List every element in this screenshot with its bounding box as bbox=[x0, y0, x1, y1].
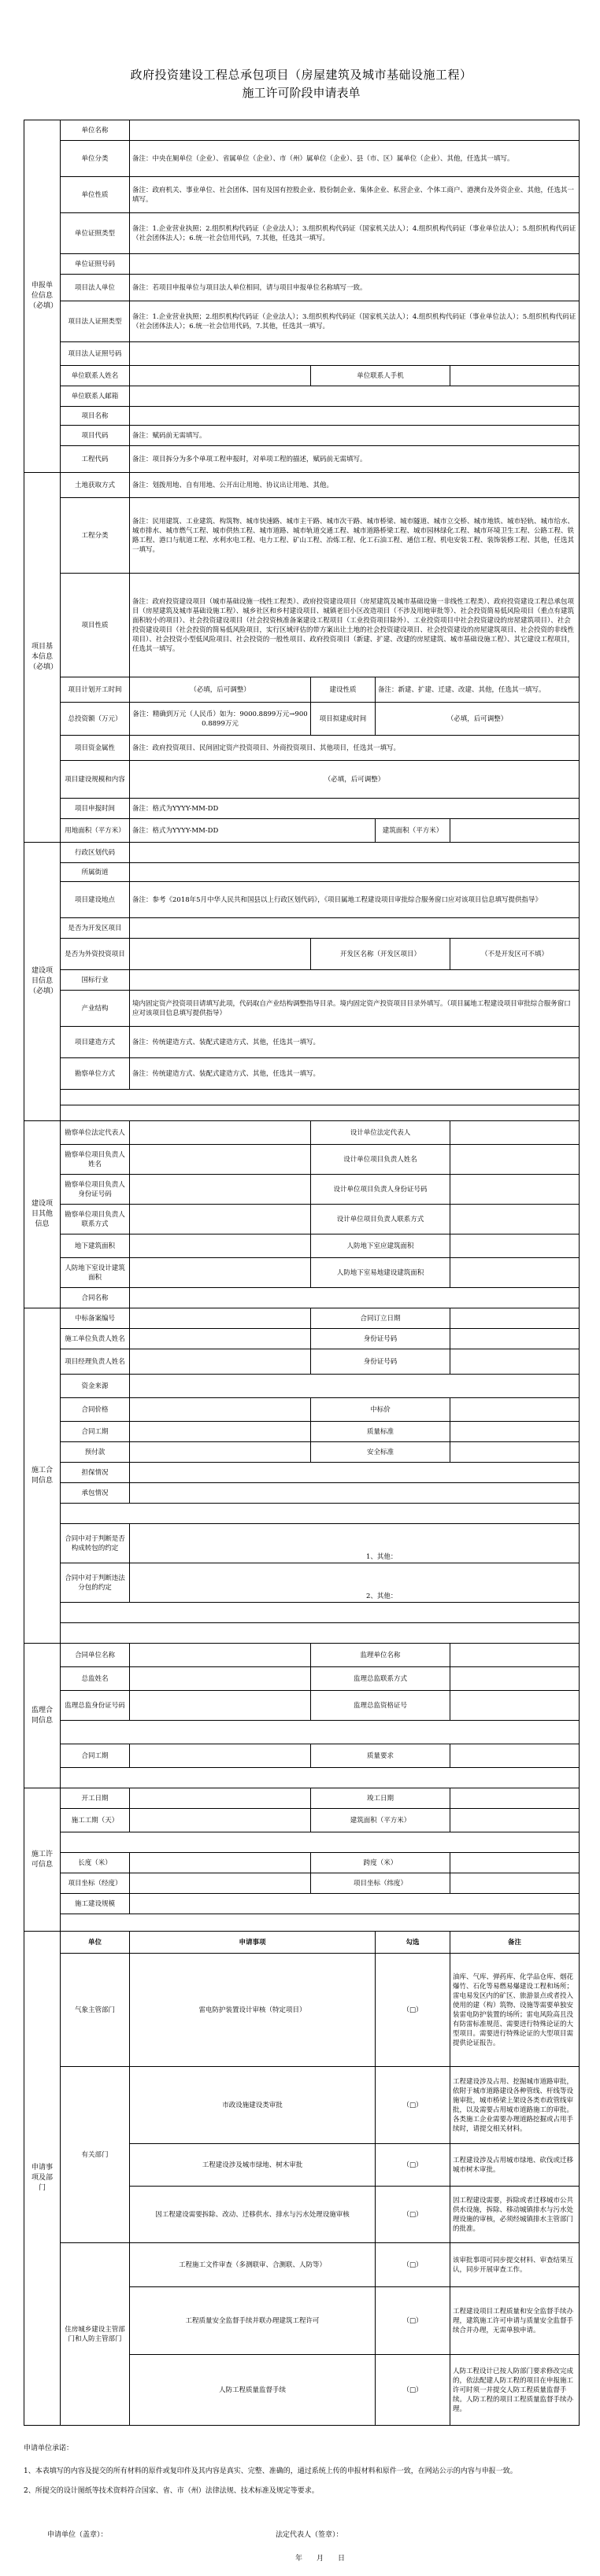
label-pm-name: 项目经理负责人姓名 bbox=[61, 1349, 130, 1375]
label-quality: 质量标准 bbox=[311, 1422, 450, 1442]
label-location: 项目建设地点 bbox=[61, 882, 130, 918]
label-division: 行政区划代码 bbox=[61, 843, 130, 863]
note-plan-area[interactable]: 备注：格式为YYYY-MM-DD bbox=[130, 819, 376, 843]
label-contract-period: 合同工期 bbox=[61, 1422, 130, 1442]
input-sup-unit[interactable] bbox=[130, 1644, 311, 1667]
label-sup-quality: 质量要求 bbox=[311, 1744, 450, 1768]
sup-spacer bbox=[61, 1721, 580, 1744]
label-fund-source-c: 资金来源 bbox=[61, 1375, 130, 1398]
item-check-2[interactable]: （□） bbox=[376, 2144, 450, 2187]
page-title: 政府投资建设工程总承包项目（房屋建筑及城市基础设施工程） bbox=[130, 68, 472, 82]
label-contract-name-a: 合同名称 bbox=[61, 1288, 130, 1308]
label-sup-chief: 总监姓名 bbox=[61, 1667, 130, 1691]
label-sup-period: 合同工期 bbox=[61, 1744, 130, 1768]
label-permit-length: 长度（米） bbox=[61, 1853, 130, 1873]
label-fund-source: 项目资金属性 bbox=[61, 736, 130, 761]
note-category[interactable]: 备注：民用建筑、工业建筑、构筑物、城市快速路、城市主干路、城市次干路、城市桥梁、城市隧道、城市立交桥、城市地铁、城市轻轨、城市给水、城市排水、城市燃气工程、城市供热工程、城市道路、城市轨道交通工程、城市道路桥梁工程、城市园林绿化工程、城市环境卫生工程、公路工程、铁路工程、港口与航道工程、水利水电工程、电力工程、矿山工程、冶炼工程、化工石油工程、通信工程、机电安装工程、装饰装修工程、其他，任选其一填写。 bbox=[130, 498, 580, 574]
input-sup-chief[interactable] bbox=[130, 1667, 311, 1691]
label-filing-no: 中标备案编号 bbox=[61, 1308, 130, 1329]
label-unit-nature: 单位性质 bbox=[61, 177, 130, 213]
sign-legal[interactable]: 法定代表人（签章）： bbox=[276, 2531, 343, 2539]
item-note-1: 工程建设涉及占用、挖掘城市道路审批，依附于城市道路建设各种管线、杆线等设施审批，城市桥梁上架设各类市政管线审批，以及需要占用城市道路施工的审批。各类施工企业需要办理道路挖掘或占用手续时，请提交相关材料。 bbox=[450, 2067, 580, 2144]
label-apply-time: 项目申报时间 bbox=[61, 799, 130, 819]
item-matter-2: 工程建设涉及城市绿地、树木审批 bbox=[130, 2144, 376, 2187]
input-permit-span[interactable] bbox=[450, 1853, 580, 1873]
group-applicant: 申报单位信息（必填） bbox=[24, 120, 61, 473]
label-survey-pm-id: 勘察单位项目负责人身份证号码 bbox=[61, 1175, 130, 1205]
contract-spacer-3 bbox=[61, 1623, 580, 1644]
label-design-pm-phone: 设计单位项目负责人联系方式 bbox=[311, 1205, 450, 1234]
item-note-6: 人防工程设计已按人防部门要求修改完成的，依法配建人防工程的项目在申报施工许可时须一并提交人防工程质量监督手续。人防工程的项目工程质量监督手续办理。 bbox=[450, 2355, 580, 2426]
label-industry: 国标行业 bbox=[61, 970, 130, 991]
input-division[interactable] bbox=[130, 843, 580, 863]
note-legal-unit[interactable]: 备注：若项目申报单位与项目法人单位相同，请与项目申报单位名称填写一致。 bbox=[130, 275, 580, 301]
label-category: 工程分类 bbox=[61, 498, 130, 574]
input-permit-floor-area[interactable] bbox=[450, 1809, 580, 1832]
group-project: 项目基本信息（必填） bbox=[24, 473, 61, 843]
note-construction-method[interactable]: 备注：传统建造方式、装配式建造方式、其他，任选其一填写。 bbox=[130, 1027, 580, 1058]
input-permit-lon[interactable] bbox=[130, 1873, 311, 1894]
label-design-rep: 设计单位法定代表人 bbox=[311, 1121, 450, 1145]
item-note-4: 该审批事项可同步提交材料、审查结果互认，同步开展审查工作。 bbox=[450, 2243, 580, 2287]
input-fund-source-c[interactable] bbox=[130, 1375, 580, 1398]
group-contract: 施工合同信息 bbox=[24, 1308, 61, 1644]
label-legal-unit: 项目法人单位 bbox=[61, 275, 130, 301]
note-fund-source[interactable]: 备注：政府投资项目、民间固定资产投资项目、外商投资项目、其他项目，任选其一填写。 bbox=[130, 736, 580, 761]
note-location[interactable]: 备注：参考《2018年5月中华人民共和国县以上行政区划代码》，《项目属地工程建设项目审批综合服务窗口应对该项目信息填写提供指导》 bbox=[130, 882, 580, 918]
input-pm-name[interactable] bbox=[130, 1349, 311, 1375]
label-pm-id: 身份证号码 bbox=[311, 1349, 450, 1375]
group-other: 建设项目其他信息 bbox=[24, 1121, 61, 1308]
label-sup-chief-phone: 监理总监联系方式 bbox=[311, 1667, 450, 1691]
input-permit-lat[interactable] bbox=[450, 1873, 580, 1894]
col-check: 勾选 bbox=[376, 1932, 450, 1954]
label-permit-end: 竣工日期 bbox=[311, 1788, 450, 1809]
page-subtitle: 施工许可阶段申请表单 bbox=[242, 86, 361, 100]
note-engineering-code[interactable]: 备注：项目拆分为多个单项工程申报时，对单项工程的描述，赋码前无需填写。 bbox=[130, 446, 580, 473]
label-dev-zone: 开发区名称（开发区项目） bbox=[311, 939, 450, 970]
label-unit-name: 单位名称 bbox=[61, 120, 130, 141]
input-contractor-rep[interactable] bbox=[130, 1329, 311, 1349]
label-guarantee: 担保情况 bbox=[61, 1463, 130, 1483]
label-contact-name: 单位联系人姓名 bbox=[61, 366, 130, 386]
label-plan-area: 用地面积（平方米） bbox=[61, 819, 130, 843]
input-permit-length[interactable] bbox=[130, 1853, 311, 1873]
label-build-nature: 建设性质 bbox=[311, 677, 376, 703]
note-cert-type[interactable]: 备注：1.企业营业执照；2.组织机构代码证（企业法人）；3.组织机构代码证（国家机关法人）；4.组织机构代码证（事业单位法人）；5.组织机构代码证（社会团体法人）；6.统一社会信用代码，7.其他，任选其一填写。 bbox=[130, 213, 580, 254]
input-dispute[interactable] bbox=[130, 1483, 580, 1504]
input-underground-area[interactable] bbox=[130, 1234, 311, 1258]
label-industry-type: 产业结构 bbox=[61, 991, 130, 1027]
input-survey-pm-id[interactable] bbox=[130, 1175, 311, 1205]
input-civil-remain[interactable] bbox=[450, 1258, 580, 1288]
label-contract-date: 合同订立日期 bbox=[311, 1308, 450, 1329]
item-check-5[interactable]: （□） bbox=[376, 2287, 450, 2355]
sup-spacer-2 bbox=[61, 1768, 580, 1788]
label-project-code: 项目代码 bbox=[61, 426, 130, 446]
label-winning: 中标价 bbox=[311, 1398, 450, 1422]
label-land-method: 土地获取方式 bbox=[61, 473, 130, 498]
spacer-row-2 bbox=[61, 1105, 580, 1121]
input-sup-qual[interactable] bbox=[450, 1691, 580, 1721]
application-form-table bbox=[24, 120, 580, 2426]
form-page bbox=[24, 0, 579, 2576]
input-contact-phone[interactable] bbox=[450, 366, 580, 386]
note-legal-cert-type[interactable]: 备注：1.企业营业执照；2.组织机构代码证（企业法人）；3.组织机构代码证（国家机关法人）；4.组织机构代码证（事业单位法人）；5.组织机构代码证（社会团体法人）；6.统一社会信用代码，7.其他，任选其一填写。 bbox=[130, 301, 580, 342]
label-building-area: 建筑面积（平方米） bbox=[376, 819, 450, 843]
label-investment: 总投资额（万元） bbox=[61, 703, 130, 736]
input-contact-name[interactable] bbox=[130, 366, 311, 386]
input-unit-name[interactable] bbox=[130, 120, 580, 141]
item-check-0[interactable]: （□） bbox=[376, 1954, 450, 2067]
group-permit: 施工许可信息 bbox=[24, 1788, 61, 1932]
item-note-0: 油库、气库、弹药库、化学品仓库、烟花爆竹、石化等易燃易爆建设工程和场所；雷电易发区内的矿区、旅游景点或者投入使用的建（构）筑物、设施等需要单独安装雷电防护装置的场所；雷电风险高且没有防雷标准规范、需要进行特殊论证的大型项目。需要进行特殊论证的大型项目需提供论证报告。 bbox=[450, 1954, 580, 2067]
contract-spacer-2 bbox=[61, 1603, 580, 1623]
note-industry-type[interactable]: 境内固定资产投资项目请填写此项，代码取自产业结构调整指导目录。境内固定资产投资项目目录外填写。（项目属地工程建设项目审批综合服务窗口应对该项目信息填写提供指导） bbox=[130, 991, 580, 1027]
label-survey-rep: 勘察单位法定代表人 bbox=[61, 1121, 130, 1145]
label-survey-pm: 勘察单位项目负责人姓名 bbox=[61, 1145, 130, 1175]
label-civil-remain: 人防地下室易地建设建筑面积 bbox=[311, 1258, 450, 1288]
input-sup-quality[interactable] bbox=[450, 1744, 580, 1768]
label-sup-qual: 监理总监资格证号 bbox=[311, 1691, 450, 1721]
label-permit-days: 施工工期（天） bbox=[61, 1809, 130, 1832]
label-permit-lat: 项目坐标（纬度） bbox=[311, 1873, 450, 1894]
label-street: 所属街道 bbox=[61, 863, 130, 882]
label-contact-phone: 单位联系人手机 bbox=[311, 366, 450, 386]
label-legal-cert-no: 项目法人证照号码 bbox=[61, 342, 130, 366]
input-winning[interactable] bbox=[450, 1398, 580, 1422]
note-unit-type[interactable]: 备注：中央在厕单位（企业）、省属单位（企业）、市（州）属单位（企业）、县（市、区）属单位（企业）、其他，任选其一填写。 bbox=[130, 141, 580, 177]
label-contractor-id: 身份证号码 bbox=[311, 1329, 450, 1349]
label-is-foreign: 是否为外资投资项目 bbox=[61, 939, 130, 970]
label-survey-pm-phone: 勘察单位项目负责人联系方式 bbox=[61, 1205, 130, 1234]
input-sup-unit-contact[interactable] bbox=[450, 1644, 580, 1667]
contract-spacer bbox=[61, 1504, 580, 1524]
label-engineering-code: 工程代码 bbox=[61, 446, 130, 473]
note-period[interactable]: （必填，后可调整） bbox=[130, 677, 311, 703]
note-project-code[interactable]: 备注：赋码前无需填写。 bbox=[130, 426, 580, 446]
input-sup-period[interactable] bbox=[130, 1744, 311, 1768]
label-permit-lon: 项目坐标（经度） bbox=[61, 1873, 130, 1894]
notes-intro: 申请单位承诺： bbox=[24, 2445, 74, 2452]
label-unit-type: 单位分类 bbox=[61, 141, 130, 177]
input-quality[interactable] bbox=[450, 1422, 580, 1442]
spacer-row-1 bbox=[61, 1090, 580, 1105]
col-matter: 申请事项 bbox=[130, 1932, 376, 1954]
label-permit-span: 跨度（米） bbox=[311, 1853, 450, 1873]
label-civil-area: 人防地下室应建筑面积 bbox=[311, 1234, 450, 1258]
label-underground-area: 地下建筑面积 bbox=[61, 1234, 130, 1258]
item-check-3[interactable]: （□） bbox=[376, 2187, 450, 2243]
note-investment[interactable]: 备注：精确到万元（人民币）如为：9000.8899万元→9000.8899万元 bbox=[130, 703, 311, 736]
notes-section bbox=[24, 2443, 579, 2497]
label-design-pm: 设计单位项目负责人姓名 bbox=[311, 1145, 450, 1175]
note-2: 2、所提交的设计图纸等技术资料符合国家、省、市（州）法律法规、技术标准及规定等要求。 bbox=[24, 2487, 319, 2495]
item-unit-1: 有关部门 bbox=[61, 2067, 130, 2243]
item-matter-0: 雷电防护装置设计审核（特定项目） bbox=[130, 1954, 376, 2067]
input-is-foreign[interactable] bbox=[130, 939, 311, 970]
input-permit-start[interactable] bbox=[130, 1788, 311, 1809]
label-is-dev-zone: 是否为开发区项目 bbox=[61, 918, 130, 939]
note-1: 1、本表填写的内容及提交的所有材料的原件或复印件及其内容是真实、完整、准确的，通过系统上传的申报材料和原件一致，在网站公示的内容与申报一致。 bbox=[24, 2467, 517, 2475]
input-permit-scale[interactable] bbox=[130, 1894, 580, 1914]
item-unit-4: 住房城乡建设主管部门和人防主管部门 bbox=[61, 2243, 130, 2426]
label-contract-price: 合同价格 bbox=[61, 1398, 130, 1422]
permit-spacer bbox=[61, 1832, 580, 1853]
group-supervision: 监理合同信息 bbox=[24, 1644, 61, 1788]
label-sup-chief-id: 监理总监身份证号码 bbox=[61, 1691, 130, 1721]
input-survey-rep[interactable] bbox=[130, 1121, 311, 1145]
item-matter-3: 因工程建设需要拆除、改动、迁移供水、排水与污水处理设施审核 bbox=[130, 2187, 376, 2243]
label-sup-unit: 合同单位名称 bbox=[61, 1644, 130, 1667]
label-legal-cert-type: 项目法人证照类型 bbox=[61, 301, 130, 342]
sign-date[interactable]: 年 月 日 bbox=[295, 2555, 346, 2563]
note-scale[interactable]: （必填，后可调整） bbox=[130, 761, 580, 799]
input-design-pm-phone[interactable] bbox=[450, 1205, 580, 1234]
input-contact-email[interactable] bbox=[130, 386, 580, 407]
label-construction-method: 项目建造方式 bbox=[61, 1027, 130, 1058]
note-dev-zone[interactable]: （不是开发区可不填） bbox=[450, 939, 580, 970]
input-building-area[interactable] bbox=[450, 819, 580, 843]
input-filing-no[interactable] bbox=[130, 1308, 311, 1329]
input-survey-pm[interactable] bbox=[130, 1145, 311, 1175]
input-industry[interactable] bbox=[130, 970, 580, 991]
input-cert-no[interactable] bbox=[130, 254, 580, 275]
input-guarantee[interactable] bbox=[130, 1463, 580, 1483]
input-sup-chief-id[interactable] bbox=[130, 1691, 311, 1721]
permit-spacer-2 bbox=[61, 1914, 580, 1932]
input-safety[interactable] bbox=[450, 1442, 580, 1463]
item-note-5: 工程建设项目工程质量和安全监督手续办理，建筑施工许可申请与质量安全监督手续合并办理，无需单独申请。 bbox=[450, 2287, 580, 2355]
label-completion: 项目拟建成时间 bbox=[311, 703, 376, 736]
input-is-dev-zone[interactable] bbox=[130, 918, 580, 939]
note-apply-time[interactable]: 备注：格式为YYYY-MM-DD bbox=[130, 799, 580, 819]
input-permit-end[interactable] bbox=[450, 1788, 580, 1809]
col-note: 备注 bbox=[450, 1932, 580, 1954]
label-cert-type: 单位证照类型 bbox=[61, 213, 130, 254]
label-contact-email: 单位联系人邮箱 bbox=[61, 386, 130, 407]
note-fake-tender[interactable]: 1、其他： bbox=[130, 1524, 580, 1563]
col-unit: 单位 bbox=[61, 1932, 130, 1954]
label-project-nature: 项目性质 bbox=[61, 574, 130, 677]
input-design-pm-id[interactable] bbox=[450, 1175, 580, 1205]
input-civil-design[interactable] bbox=[130, 1258, 311, 1288]
item-check-1[interactable]: （□） bbox=[376, 2067, 450, 2144]
input-contract-date[interactable] bbox=[450, 1308, 580, 1329]
input-contract-name-a[interactable] bbox=[130, 1288, 580, 1308]
input-design-pm[interactable] bbox=[450, 1145, 580, 1175]
input-project-name[interactable] bbox=[130, 407, 580, 426]
label-dispute: 承包情况 bbox=[61, 1483, 130, 1504]
label-project-name-a: 项目名称 bbox=[61, 407, 130, 426]
input-pm-id[interactable] bbox=[450, 1349, 580, 1375]
label-sub-tender: 合同中对于判断违法分包的约定 bbox=[61, 1563, 130, 1603]
item-note-3: 因工程建设需要，拆除或者迁移城市公共供水设施，拆除、移动城镇排水与污水处理设施的审核，必须经城镇排水主管部门的批准。 bbox=[450, 2187, 580, 2243]
label-civil-design: 人防地下室设计建筑面积 bbox=[61, 1258, 130, 1288]
label-safety: 安全标准 bbox=[311, 1442, 450, 1463]
input-legal-cert-no[interactable] bbox=[130, 342, 580, 366]
label-permit-scale: 施工建设规模 bbox=[61, 1894, 130, 1914]
note-land-method[interactable]: 备注：划拨用地、自有用地、公开出让用地、协议出让用地、其他。 bbox=[130, 473, 580, 498]
group-items: 申请事项及部门 bbox=[24, 1932, 61, 2426]
input-contract-price[interactable] bbox=[130, 1398, 311, 1422]
label-cert-no: 单位证照号码 bbox=[61, 254, 130, 275]
item-check-6[interactable]: （□） bbox=[376, 2355, 450, 2426]
input-permit-days[interactable] bbox=[130, 1809, 311, 1832]
label-permit-start: 开工日期 bbox=[61, 1788, 130, 1809]
note-survey-method[interactable]: 备注：传统建造方式、装配式建造方式、其他，任选其一填写。 bbox=[130, 1058, 580, 1090]
input-advance[interactable] bbox=[130, 1442, 311, 1463]
note-sub-tender[interactable]: 2、其他： bbox=[130, 1563, 580, 1603]
label-fake-tender: 合同中对于判断是否构成转包的约定 bbox=[61, 1524, 130, 1563]
label-advance: 预付款 bbox=[61, 1442, 130, 1463]
sign-applicant[interactable]: 申请单位（盖章）： bbox=[47, 2531, 108, 2539]
label-permit-floor-area: 建筑面积（平方米） bbox=[311, 1809, 450, 1832]
input-street[interactable] bbox=[130, 863, 580, 882]
input-contract-period[interactable] bbox=[130, 1422, 311, 1442]
label-survey-method: 勘察单位方式 bbox=[61, 1058, 130, 1090]
input-civil-area[interactable] bbox=[450, 1234, 580, 1258]
label-period: 项目计划开工时间 bbox=[61, 677, 130, 703]
input-sup-chief-phone[interactable] bbox=[450, 1667, 580, 1691]
input-design-rep[interactable] bbox=[450, 1121, 580, 1145]
input-contractor-id[interactable] bbox=[450, 1329, 580, 1349]
note-completion[interactable]: （必填，后可调整） bbox=[376, 703, 580, 736]
input-survey-pm-phone[interactable] bbox=[130, 1205, 311, 1234]
item-unit-0: 气象主管部门 bbox=[61, 1954, 130, 2067]
item-matter-1: 市政设施建设类审批 bbox=[130, 2067, 376, 2144]
label-scale: 项目建设规模和内容 bbox=[61, 761, 130, 799]
item-matter-4: 工程施工文件审查（多测联审、合测联、人防等） bbox=[130, 2243, 376, 2287]
item-note-2: 工程建设涉及占用城市绿地、砍伐或迁移城市树木审批。 bbox=[450, 2144, 580, 2187]
item-matter-6: 人防工程质量监督手续 bbox=[130, 2355, 376, 2426]
note-unit-nature[interactable]: 备注：政府机关、事业单位、社会团体、国有及国有控股企业、股份制企业、集体企业、私营企业、个体工商户、港澳台及外资企业、其他，任选其一填写。 bbox=[130, 177, 580, 213]
note-project-nature[interactable]: 备注：政府投资建设项目（城市基础设施一线性工程类）、政府投资建设项目（房屋建筑及城市基础设施一非线性工程类）、政府投资建设工程总承包项目（房屋建筑及城市基础设施工程）、城乡社区和乡村建设项目、城镇老旧小区改造项目（不涉及用地审批等）、社会投资简易低风险项目（重点有建筑面积较小的项目）、社会投资建设项目（社会投资核准备案建设工程项目（工业投资项目除外）、工业投资项目中社会投资建设的房屋建筑项目）、社会投资建设项目（社会投资的简易低风险项目，实行区域评估的带方案出让土地的社会投资建设项目、社会投资建设的房屋建筑项目、社会投资的非线性项目）、社会投资小型低风险项目、社会投资的一般性项目、政府投资项目（新建、扩建、改建的房屋建筑、城市基础设施工程）、其它建设工程项目，任选其一填写。 bbox=[130, 574, 580, 677]
item-matter-5: 工程质量安全监督手续并联办理建筑工程许可 bbox=[130, 2287, 376, 2355]
label-contractor-rep: 施工单位负责人姓名 bbox=[61, 1329, 130, 1349]
item-check-4[interactable]: （□） bbox=[376, 2243, 450, 2287]
sign-section bbox=[24, 2529, 579, 2576]
note-build-nature[interactable]: 备注：新建、扩建、迁建、改建、其他，任选其一填写。 bbox=[376, 677, 580, 703]
group-construction: 建设项目信息（必填） bbox=[24, 843, 61, 1121]
label-design-pm-id: 设计单位项目负责人身份证号码 bbox=[311, 1175, 450, 1205]
label-sup-unit-contact: 监理单位名称 bbox=[311, 1644, 450, 1667]
